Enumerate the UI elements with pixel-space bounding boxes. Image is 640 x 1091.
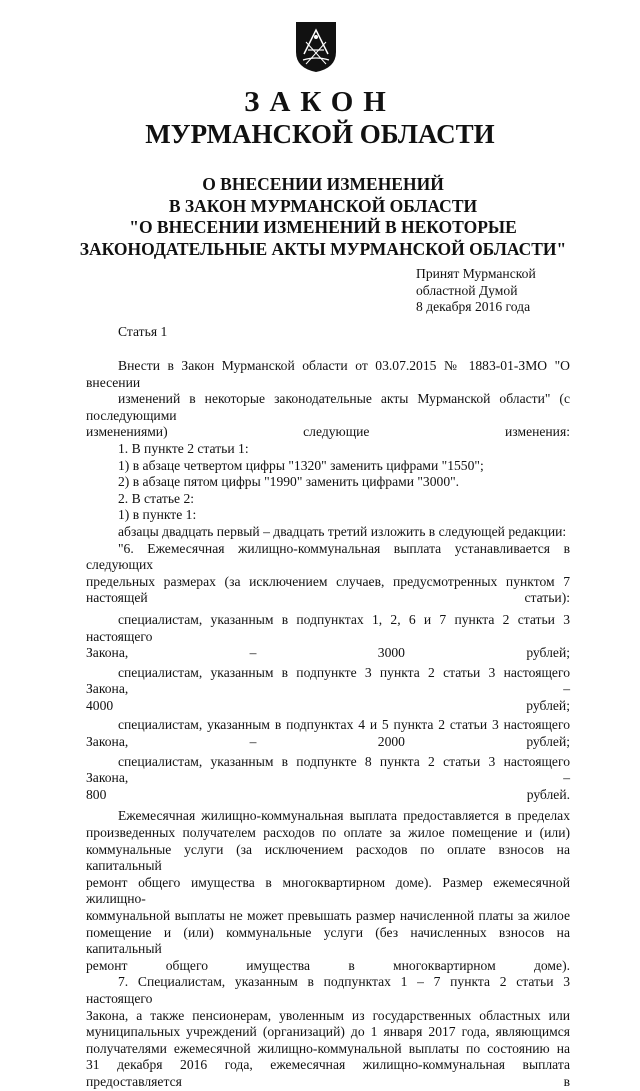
intro-paragraph: [86, 358, 570, 441]
text-line: Внести в Закон Мурманской области от 03.07.2015 № 1883-01-ЗМО "О внесении: [86, 358, 570, 390]
text-line: 7. Специалистам, указанным в подпунктах 1 – 7 пункта 2 статьи 3 настоящего: [86, 974, 570, 1006]
text-line: Закона, – 3000 рублей;: [86, 645, 570, 661]
text-line: 4000 рублей;: [86, 697, 570, 713]
list-item: 1. В пункте 2 статьи 1:: [118, 440, 249, 456]
document-type-heading: ЗАКОН: [244, 86, 396, 118]
list-item: 1) в пункте 1:: [118, 507, 197, 523]
text-line: муниципальных учреждений (организаций) до 1 января 2017 года, являющимся: [86, 1024, 570, 1040]
text-line: изменениями) следующие изменения:: [86, 424, 570, 440]
text-line: 800 рублей.: [86, 786, 570, 802]
paragraph-7: [86, 974, 570, 1090]
subject-line: В ЗАКОН МУРМАНСКОЙ ОБЛАСТИ: [168, 195, 478, 216]
text-line: произведенных получателем расходов по оплате за жилое помещение и (или): [86, 825, 570, 841]
rate-item: [86, 612, 570, 662]
text-line: специалистам, указанным в подпункте 3 пункта 2 статьи 3 настоящего Закона, –: [86, 664, 570, 697]
list-item: 2. В статье 2:: [118, 490, 195, 506]
article-body: [86, 358, 570, 1091]
article-title: Статья 1: [118, 324, 168, 339]
rate-item: [86, 717, 570, 750]
payment-paragraph: [86, 808, 570, 974]
text-line: Ежемесячная жилищно-коммунальная выплата предоставляется в пределах: [118, 808, 570, 824]
text-line: специалистам, указанным в подпункте 8 пункта 2 статьи 3 настоящего Закона, –: [86, 753, 570, 786]
text-line: Закона, – 2000 рублей;: [86, 734, 570, 750]
adoption-date: 8 декабря 2016 года: [416, 299, 531, 314]
list-item: 2) в абзаце пятом цифры "1990" заменить цифрами "3000".: [118, 474, 460, 490]
subject-line: ЗАКОНОДАТЕЛЬНЫЕ АКТЫ МУРМАНСКОЙ ОБЛАСТИ": [79, 238, 567, 259]
text-line: изменений в некоторые законодательные акты Мурманской области" (с последующими: [86, 391, 570, 423]
text-line: специалистам, указанным в подпунктах 1, 2, 6 и 7 пункта 2 статьи 3 настоящего: [86, 611, 570, 644]
text-line: ремонт общего имущества в многоквартирном доме). Размер ежемесячной жилищно-: [86, 874, 570, 907]
text-line: помещение и (или) коммунальные услуги (без начисленных взносов на капитальный: [86, 924, 570, 957]
list-item: 1) в абзаце четвертом цифры "1320" заменить цифрами "1550";: [118, 457, 484, 473]
quoted-paragraph: [86, 541, 570, 607]
rate-item: [86, 665, 570, 715]
rate-item: [86, 754, 570, 804]
coat-of-arms-icon: [294, 20, 338, 74]
text-line: "6. Ежемесячная жилищно-коммунальная выплата устанавливается в следующих: [86, 540, 570, 573]
subject-line: "О ВНЕСЕНИИ ИЗМЕНЕНИЙ В НЕКОТОРЫЕ: [129, 217, 517, 237]
text-line: ремонт общего имущества в многоквартирном доме).: [86, 957, 570, 973]
text-line: 31 декабря 2016 года, ежемесячная жилищно-коммунальная выплата предоставляется в: [86, 1057, 570, 1089]
adoption-line: Принят Мурманской: [416, 266, 536, 281]
text-line: Закона, а также пенсионерам, уволенным из государственных областных или: [86, 1007, 570, 1023]
text-line: настоящей статьи):: [86, 590, 570, 606]
text-line: предельных размерах (за исключением случаев, предусмотренных пунктом 7: [86, 573, 570, 589]
text-line: коммунальные услуги (за исключением расходов по оплате взносов на капитальный: [86, 841, 570, 874]
text-line: коммунальной выплаты не может превышать размер начисленной платы за жилое: [86, 908, 570, 923]
law-subject-title: [70, 174, 576, 260]
adoption-note: [416, 266, 536, 316]
region-heading: МУРМАНСКОЙ ОБЛАСТИ: [145, 119, 495, 149]
text-line: получателями ежемесячной жилищно-коммунальной выплаты по состоянию на: [86, 1040, 570, 1056]
subject-line: О ВНЕСЕНИИ ИЗМЕНЕНИЙ: [202, 174, 444, 194]
text-line: специалистам, указанным в подпунктах 4 и 5 пункта 2 статьи 3 настоящего: [118, 717, 570, 733]
list-item: абзацы двадцать первый – двадцать третий изложить в следующей редакции:: [118, 523, 567, 539]
adoption-line: областной Думой: [416, 282, 518, 298]
